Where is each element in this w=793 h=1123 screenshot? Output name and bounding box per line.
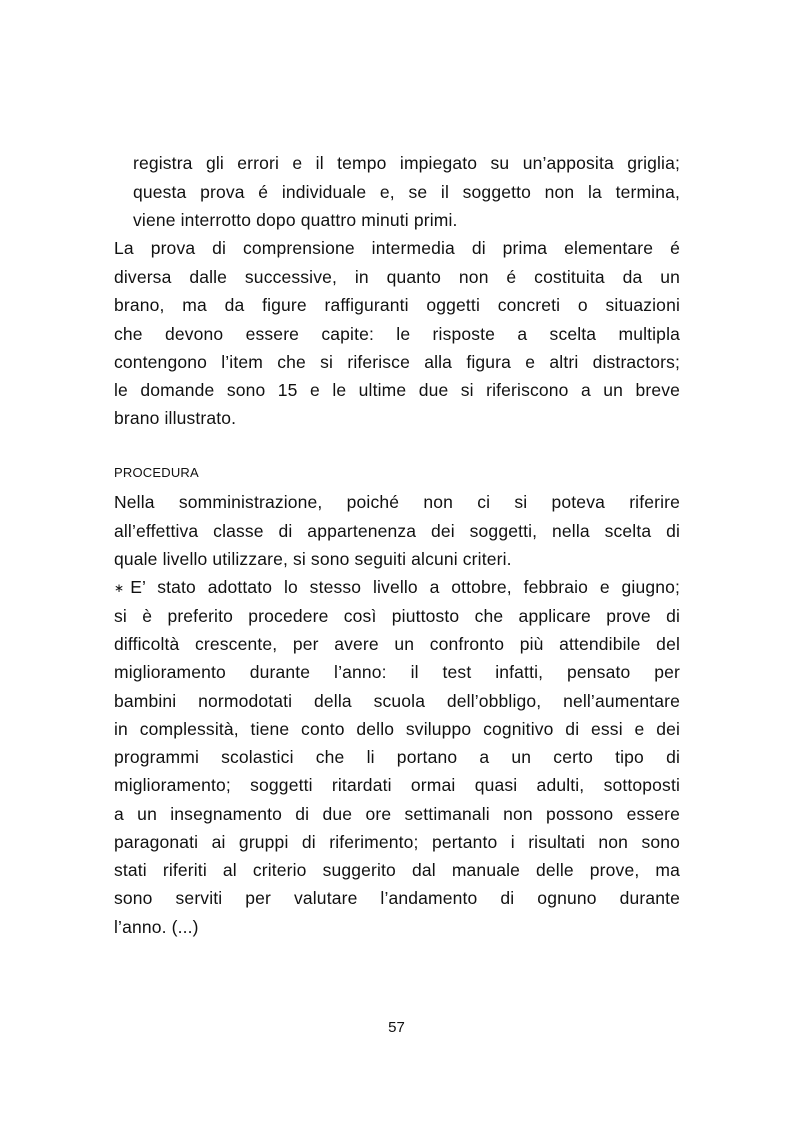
- text-line: quale livello utilizzare, si sono seguiti alcuni criteri.: [114, 549, 512, 569]
- text-line: questa prova é individuale e, se il soggetto non la termina,: [133, 182, 680, 202]
- text-line: programmi scolastici che li portano a un certo tipo di: [114, 747, 680, 767]
- text-line: E’ stato adottato lo stesso livello a ottobre, febbraio e giugno;: [130, 577, 680, 597]
- text-line: contengono l’item che si riferisce alla figura e altri distractors;: [114, 352, 680, 372]
- text-line: diversa dalle successive, in quanto non é costituita da un: [114, 267, 680, 287]
- text-line: paragonati ai gruppi di riferimento; pertanto i risultati non sono: [114, 832, 680, 852]
- text-line: che devono essere capite: le risposte a scelta multipla: [114, 324, 680, 344]
- text-line: miglioramento durante l’anno: il test infatti, pensato per: [114, 662, 680, 682]
- text-line: l’anno. (...): [114, 917, 199, 937]
- text-line: brano illustrato.: [114, 408, 237, 428]
- text-line: a un insegnamento di due ore settimanali non possono essere: [114, 804, 680, 824]
- text-line: brano, ma da figure raffiguranti oggetti concreti o situazioni: [114, 295, 680, 315]
- text-line: stati riferiti al criterio suggerito dal manuale delle prove, ma: [114, 860, 680, 880]
- text-line: si è preferito procedere così piuttosto che applicare prove di: [114, 606, 680, 626]
- text-line: all’effettiva classe di appartenenza dei soggetti, nella scelta di: [114, 521, 680, 541]
- text-line: La prova di comprensione intermedia di prima elementare é: [114, 238, 680, 258]
- page-number: 57: [388, 1019, 405, 1036]
- text-line: viene interrotto dopo quattro minuti primi.: [133, 210, 458, 230]
- text-line: Nella somministrazione, poiché non ci si poteva riferire: [114, 492, 680, 512]
- text-line: sono serviti per valutare l’andamento di ognuno durante: [114, 888, 680, 908]
- text-line: le domande sono 15 e le ultime due si riferiscono a un breve: [114, 380, 680, 400]
- section-heading: PROCEDURA: [114, 465, 199, 480]
- text-line: difficoltà crescente, per avere un confronto più attendibile del: [114, 634, 680, 654]
- text-line: miglioramento; soggetti ritardati ormai quasi adulti, sottoposti: [114, 775, 680, 795]
- text-line: registra gli errori e il tempo impiegato su un’apposita griglia;: [133, 153, 680, 173]
- bullet-asterisk-icon: ∗: [114, 581, 125, 595]
- text-line: in complessità, tiene conto dello sviluppo cognitivo di essi e dei: [114, 719, 680, 739]
- text-line: bambini normodotati della scuola dell’obbligo, nell’aumentare: [114, 691, 680, 711]
- bullet-line: [114, 575, 680, 599]
